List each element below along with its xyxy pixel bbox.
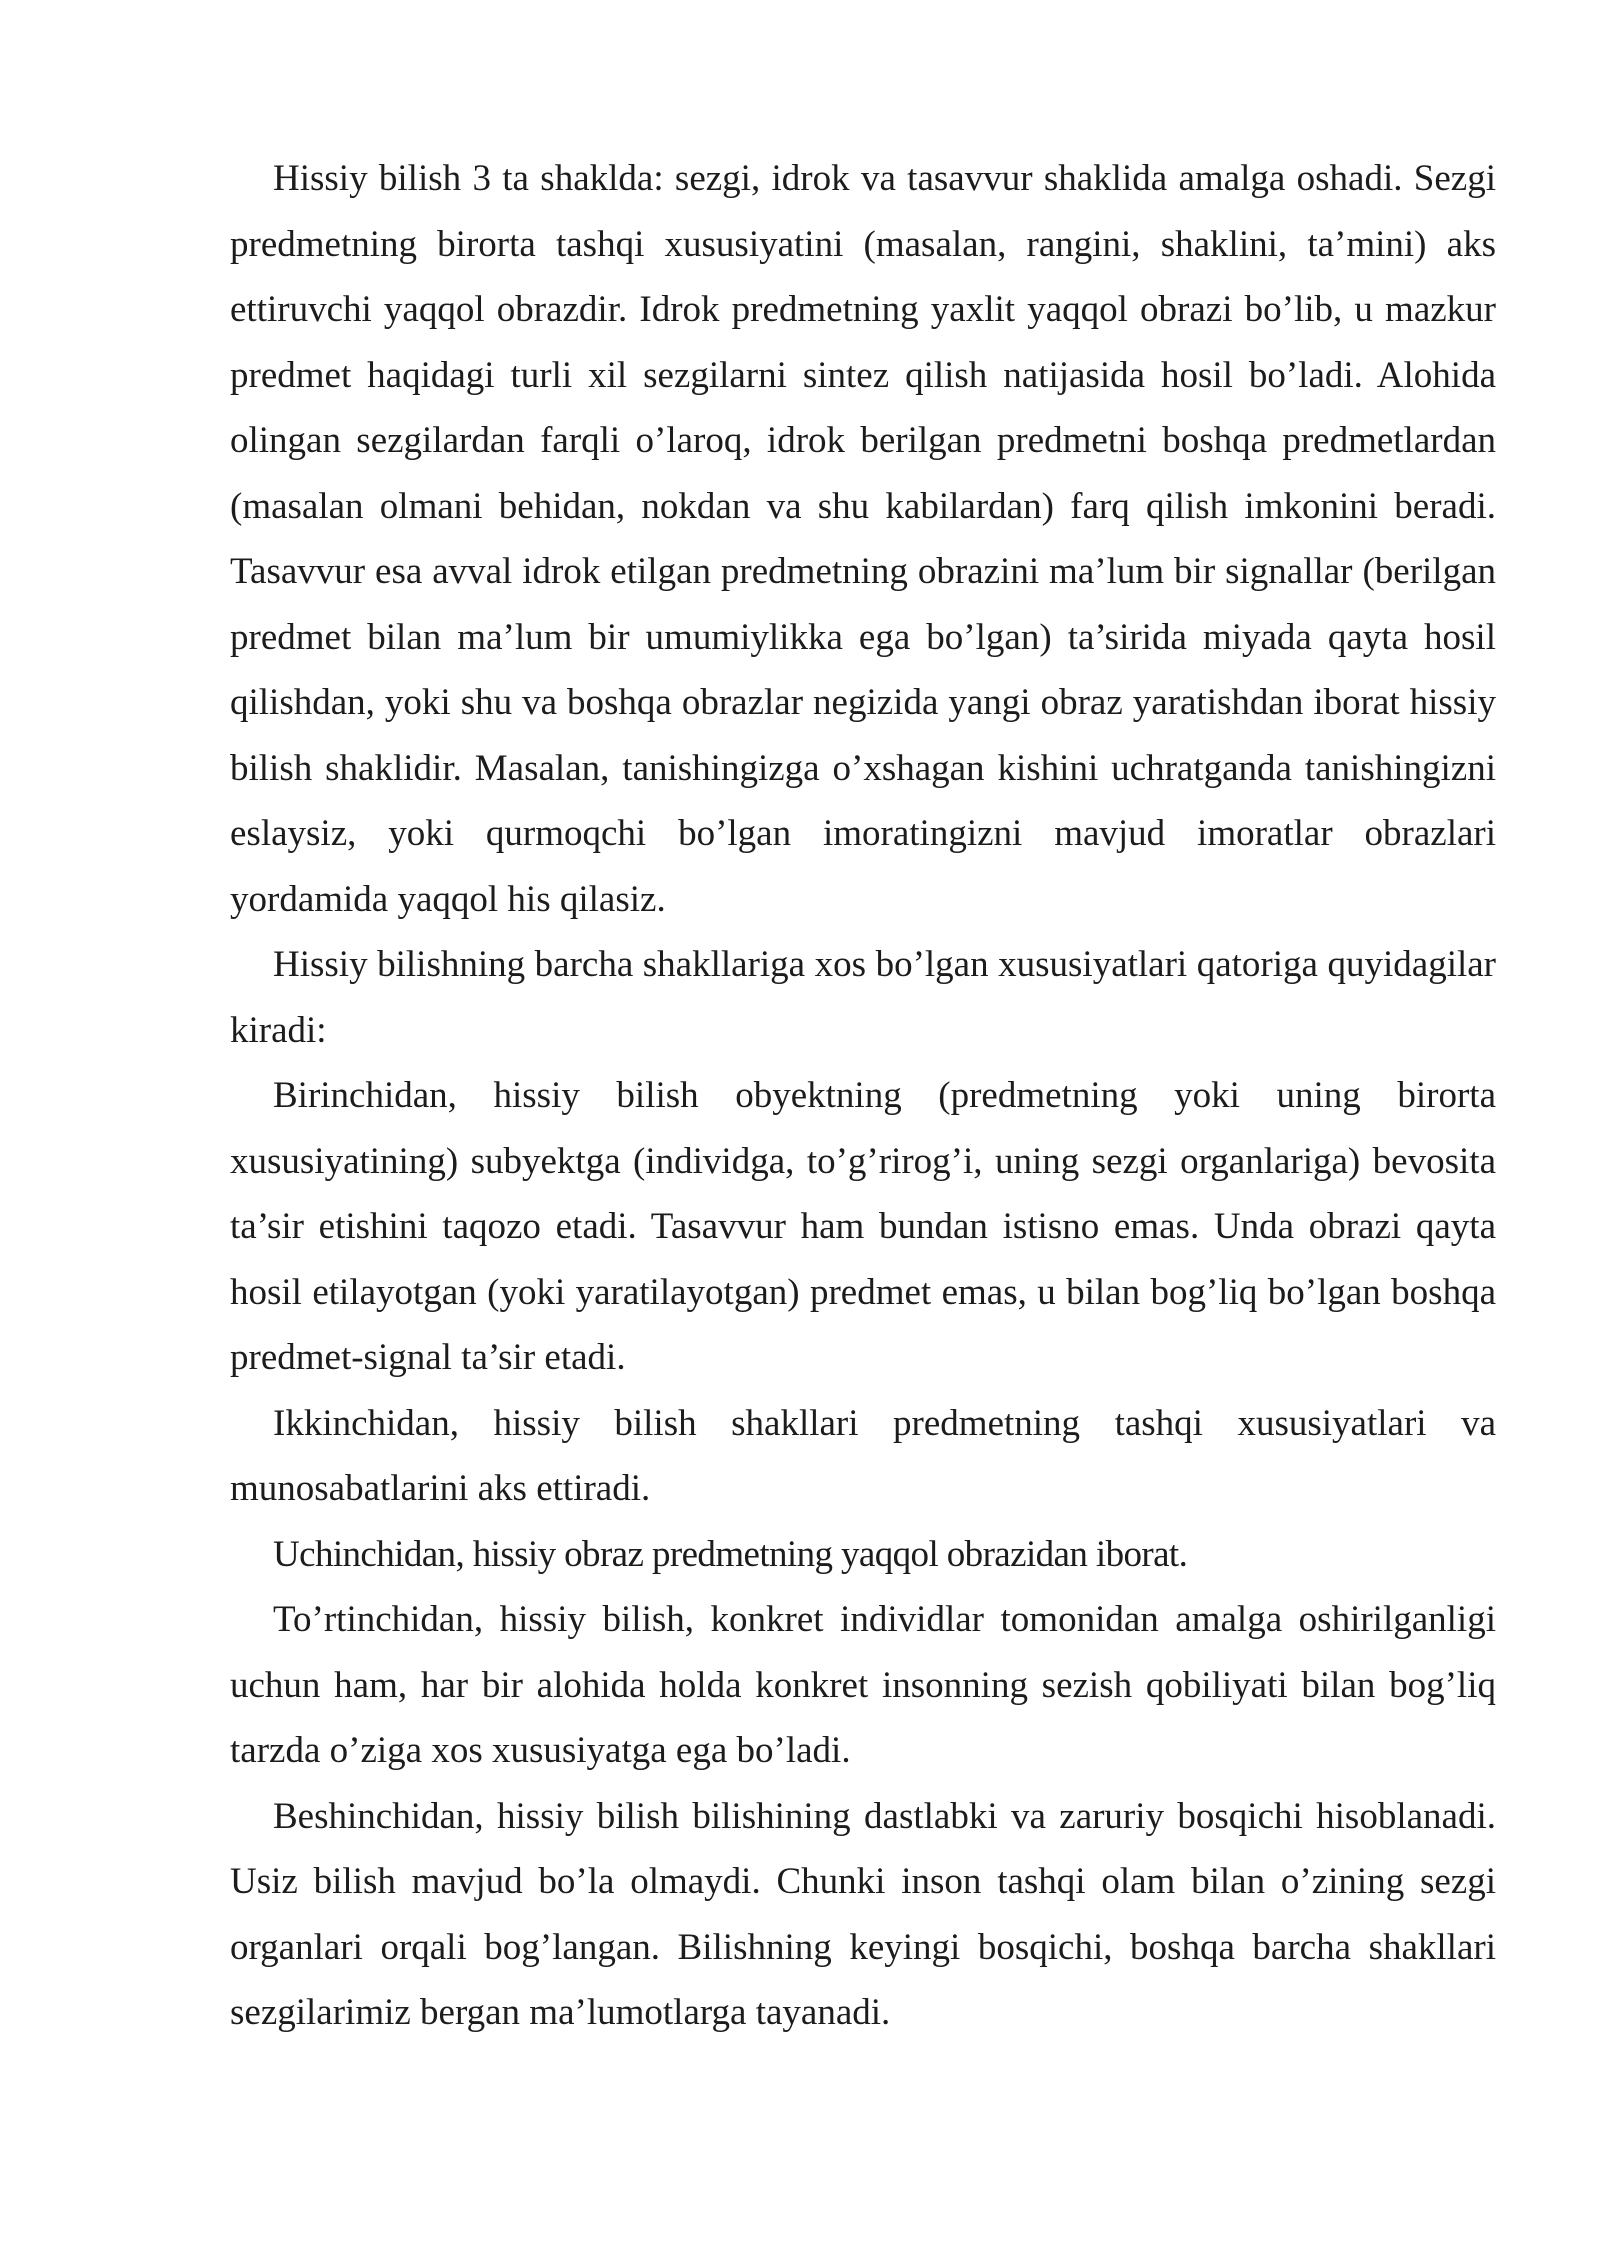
document-body [230, 146, 1496, 2046]
paragraph-ikkinchidan: Ikkinchidan, hissiy bilish shakllari predmetning tashqi xususiyatlari va munosabatlarini aks ettiradi. [230, 1402, 1496, 1509]
paragraph-tortinchidan: To’rtinchidan, hissiy bilish, konkret individlar tomonidan amalga oshirilganligi uchun ham, har bir alohida holda konkret insonning sezish qobiliyati bilan bog’liq tarzda o’ziga xos xususiyatga ega bo’ladi. [230, 1599, 1496, 1771]
paragraph-beshinchidan: Beshinchidan, hissiy bilish bilishining dastlabki va zaruriy bosqichi hisoblanadi. Usiz bilish mavjud bo’la olmaydi. Chunki inson tashqi olam bilan o’zining sezgi organlari orqali bog’langan. Bilishning keyingi bosqichi, boshqa barcha shakllari sezgilarimiz bergan ma’lumotlarga tayanadi. [230, 1795, 1496, 2033]
paragraph-xususiyatlar-kirish: Hissiy bilishning barcha shakllariga xos bo’lgan xususiyatlari qatoriga quyidagilar kiradi: [230, 944, 1496, 1051]
paragraph-birinchidan: Birinchidan, hissiy bilish obyektning (predmetning yoki uning birorta xususiyatining) subyektga (individga, to’g’rirog’i, uning sezgi organlariga) bevosita ta’sir etishini taqozo etadi. Tasavvur ham bundan istisno emas. Unda obrazi qayta hosil etilayotgan (yoki yaratilayotgan) predmet emas, u bilan bog’liq bo’lgan boshqa predmet-signal ta’sir etadi. [230, 1075, 1496, 1378]
paragraph-hissiy-bilish-shakllari: Hissiy bilish 3 ta shaklda: sezgi, idrok va tasavvur shaklida amalga oshadi. Sezgi predmetning birorta tashqi xususiyatini (masalan, rangini, shaklini, ta’mini) aks ettiruvchi yaqqol obrazdir. Idrok predmetning yaxlit yaqqol obrazi bo’lib, u mazkur predmet haqidagi turli xil sezgilarni sintez qilish natijasida hosil bo’ladi. Alohida olingan sezgilardan farqli o’laroq, idrok berilgan predmetni boshqa predmetlardan (masalan olmani behidan, nokdan va shu kabilardan) farq qilish imkonini beradi. Tasavvur esa avval idrok etilgan predmetning obrazini ma’lum bir signallar (berilgan predmet bilan ma’lum bir umumiylikka ega bo’lgan) ta’sirida miyada qayta hosil qilishdan, yoki shu va boshqa obrazlar negizida yangi obraz yaratishdan iborat hissiy bilish shaklidir. Masalan, tanishingizga o’xshagan kishini uchratganda tanishingizni eslaysiz, yoki qurmoqchi bo’lgan imoratingizni mavjud imoratlar obrazlari yordamida yaqqol his qilasiz. [230, 158, 1496, 920]
paragraph-uchinchidan: Uchinchidan, hissiy obraz predmetning yaqqol obrazidan iborat. [273, 1533, 1188, 1575]
